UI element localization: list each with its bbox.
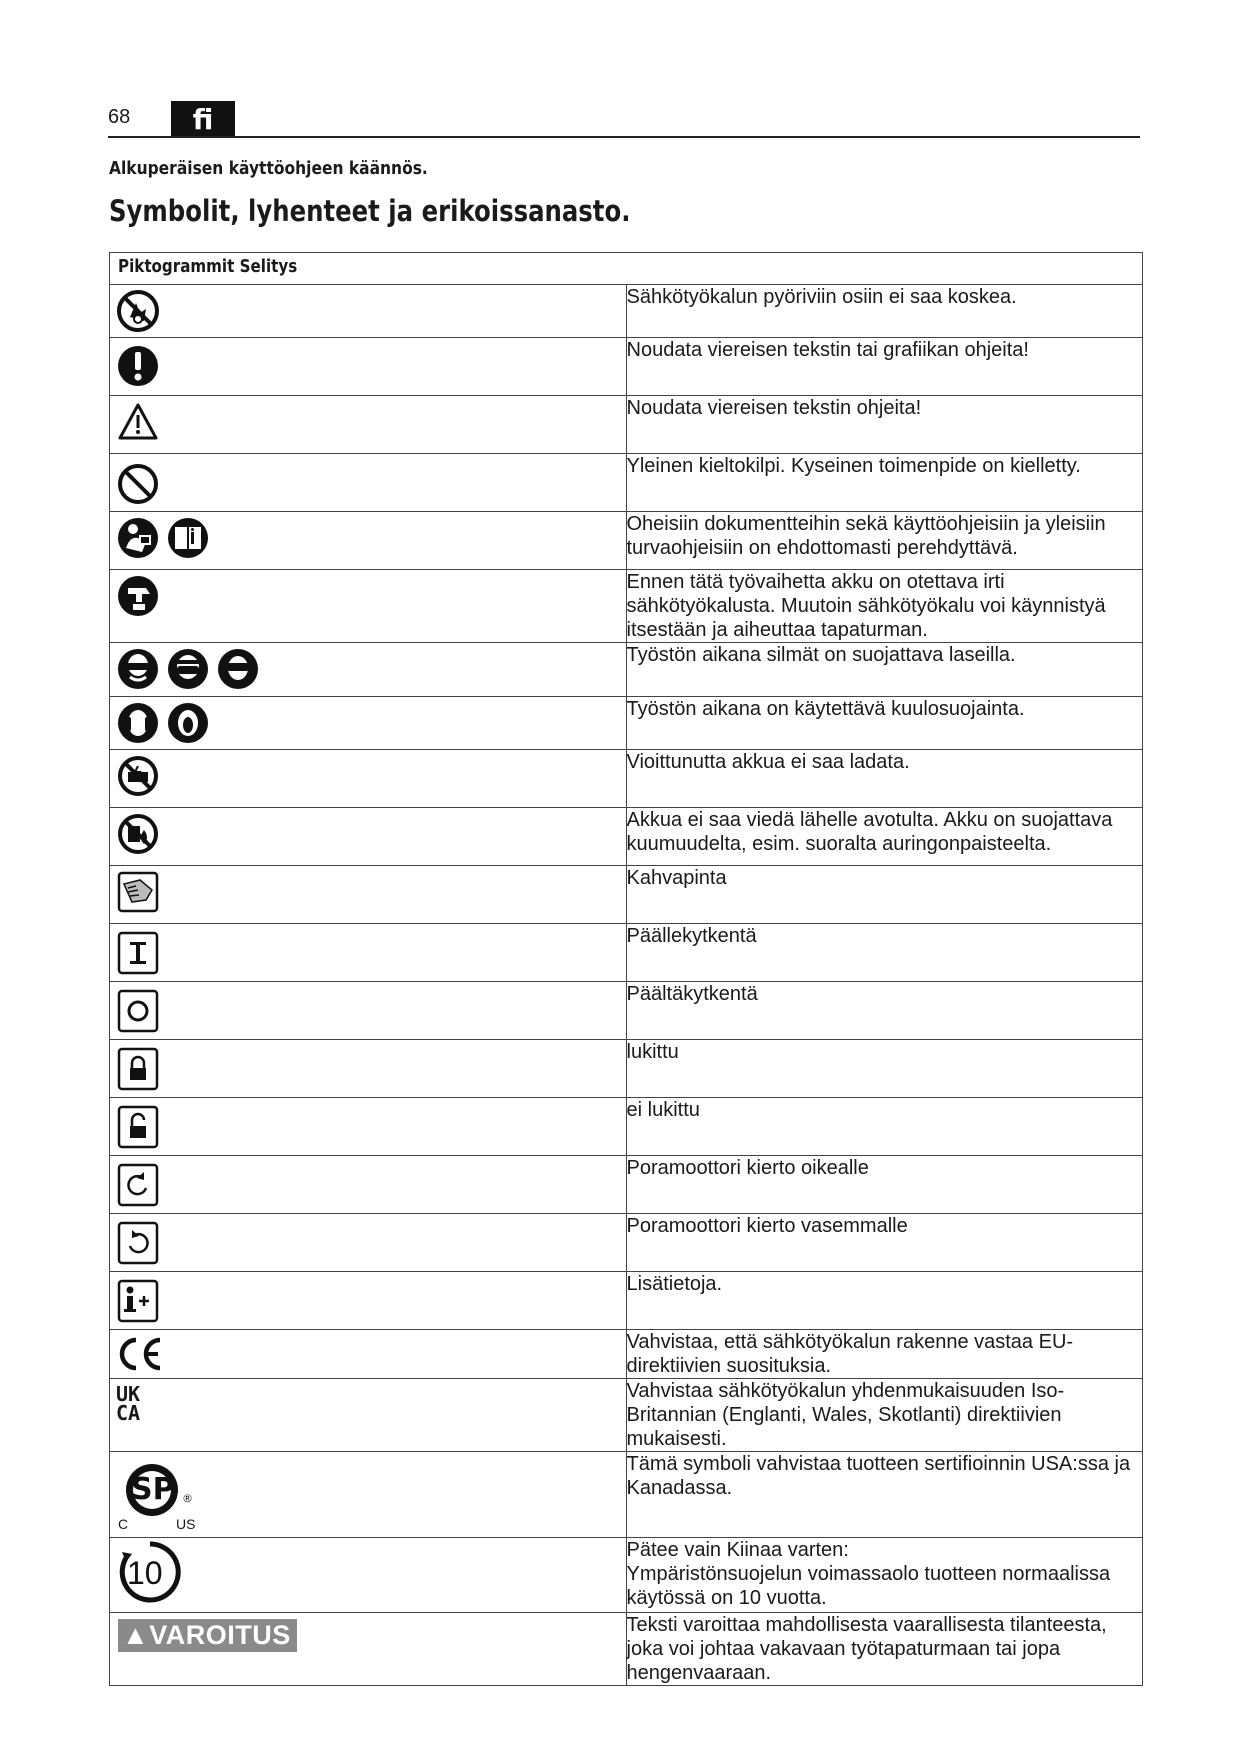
row-text: Noudata viereisen tekstin tai grafiikan ohjeita! <box>626 338 1143 396</box>
row-text: Päällekytkentä <box>626 924 1143 982</box>
switch-on-icon <box>116 928 160 976</box>
row-text: Päältäkytkentä <box>626 982 1143 1040</box>
row-text: Akkua ei saa viedä lähelle avotulta. Akku on suojattava kuumuudelta, esim. suoralta auringonpaisteelta. <box>626 808 1143 866</box>
page-title: Symbolit, lyhenteet ja erikoissanasto. <box>109 194 631 228</box>
table-row <box>110 1098 1143 1156</box>
header-rule <box>108 136 1140 138</box>
row-text: Ennen tätä työvaihetta akku on otettava irti sähkötyökalusta. Muutoin sähkötyökalu voi käynnistyä itsestään ja aiheuttaa tapaturman. <box>626 570 1143 643</box>
no-touch-rotating-icon <box>116 289 160 333</box>
ce-mark-icon <box>116 1334 164 1374</box>
col-description-header: Selitys <box>239 256 298 277</box>
row-text: Noudata viereisen tekstin ohjeita! <box>626 396 1143 454</box>
table-row <box>110 643 1143 697</box>
table-row <box>110 808 1143 866</box>
table-row <box>110 1330 1143 1379</box>
row-text <box>626 1538 1143 1613</box>
manual-book-icon <box>166 516 210 560</box>
table-row <box>110 1040 1143 1098</box>
goggles-icon <box>216 647 260 691</box>
table-row <box>110 1452 1143 1538</box>
row-text-line-1: Pätee vain Kiinaa varten: <box>626 1539 849 1561</box>
row-text: Työstön aikana silmät on suojattava laseilla. <box>626 643 1143 697</box>
row-text: Kahvapinta <box>626 866 1143 924</box>
csa-reg-mark: ® <box>182 1492 193 1505</box>
ear-protection-icon <box>116 701 160 745</box>
prohibition-icon <box>116 458 160 506</box>
row-text: Oheisiin dokumentteihin sekä käyttöohjeisiin ja yleisiin turvaohjeisiin on ehdottomasti perehdyttävä. <box>626 512 1143 570</box>
row-text: ei lukittu <box>626 1098 1143 1156</box>
table-row <box>110 396 1143 454</box>
table-row <box>110 924 1143 982</box>
exclamation-icon <box>116 342 160 390</box>
row-text: Työstön aikana on käytettävä kuulosuojainta. <box>626 697 1143 750</box>
table-row <box>110 570 1143 643</box>
table-row <box>110 512 1143 570</box>
more-info-icon <box>116 1276 160 1324</box>
table-row <box>110 285 1143 338</box>
rotate-left-icon <box>116 1218 160 1266</box>
face-shield-icon <box>166 647 210 691</box>
switch-off-icon <box>116 986 160 1034</box>
language-tab: fi <box>171 101 235 138</box>
ear-protection-side-icon <box>166 701 210 745</box>
row-text: Teksti varoittaa mahdollisesta vaarallisesta tilanteesta, joka voi johtaa vakavaan työtapaturmaan tai jopa hengenvaaraan. <box>626 1613 1143 1686</box>
locked-icon <box>116 1044 160 1092</box>
csa-mark-letters: SP <box>131 1472 175 1507</box>
unlocked-icon <box>116 1102 160 1150</box>
row-text-line-2: Ympäristönsuojelun voimassaolo tuotteen normaalissa käytössä on 10 vuotta. <box>626 1563 1111 1609</box>
table-row <box>110 454 1143 512</box>
warning-triangle-icon <box>116 400 160 444</box>
table-row <box>110 1272 1143 1330</box>
table-row <box>110 1538 1143 1613</box>
table-row <box>110 1379 1143 1452</box>
row-text: Yleinen kieltokilpi. Kyseinen toimenpide on kielletty. <box>626 454 1143 512</box>
table-row <box>110 697 1143 750</box>
no-charge-damaged-battery-icon <box>116 754 160 798</box>
page-number: 68 <box>108 106 131 128</box>
grip-surface-icon <box>116 870 160 914</box>
row-text: lukittu <box>626 1040 1143 1098</box>
row-text: Poramoottori kierto oikealle <box>626 1156 1143 1214</box>
read-manual-person-icon <box>116 516 160 560</box>
safety-glasses-icon <box>116 647 160 691</box>
row-text: Vahvistaa sähkötyökalun yhdenmukaisuuden Iso-Britannian (Englanti, Wales, Skotlanti) direktiivien mukaisesti. <box>626 1379 1143 1452</box>
table-header-row <box>110 253 1143 285</box>
row-text: Vahvistaa, että sähkötyökalun rakenne vastaa EU-direktiivien suosituksia. <box>626 1330 1143 1379</box>
csa-us-label: US <box>176 1516 196 1532</box>
no-fire-battery-icon <box>116 812 160 856</box>
table-header <box>110 253 1143 285</box>
china-years-number: 10 <box>127 1555 163 1591</box>
row-text: Lisätietoja. <box>626 1272 1143 1330</box>
table-row <box>110 866 1143 924</box>
row-text: Sähkötyökalun pyöriviin osiin ei saa koskea. <box>626 285 1143 338</box>
translation-note: Alkuperäisen käyttöohjeen käännös. <box>109 158 428 179</box>
row-text: Poramoottori kierto vasemmalle <box>626 1214 1143 1272</box>
table-row <box>110 1214 1143 1272</box>
table-row <box>110 982 1143 1040</box>
table-row <box>110 1613 1143 1686</box>
warning-badge-label: VAROITUS <box>149 1620 291 1650</box>
table-row <box>110 1156 1143 1214</box>
col-pictogram-header: Piktogrammit <box>118 256 235 277</box>
warning-triangle-small-icon: ▲ <box>122 1620 150 1650</box>
ukca-mark-line-2: CA <box>116 1401 141 1425</box>
symbols-table <box>109 252 1143 1686</box>
remove-battery-icon <box>116 574 160 618</box>
row-text: Vioittunutta akkua ei saa ladata. <box>626 750 1143 808</box>
row-text: Tämä symboli vahvistaa tuotteen sertifioinnin USA:ssa ja Kanadassa. <box>626 1452 1143 1538</box>
table-row <box>110 750 1143 808</box>
warning-badge <box>118 1619 297 1652</box>
ukca-mark-line-1: UK <box>116 1382 141 1406</box>
table-row <box>110 338 1143 396</box>
rotate-right-icon <box>116 1160 160 1208</box>
csa-c-label: C <box>118 1516 129 1532</box>
